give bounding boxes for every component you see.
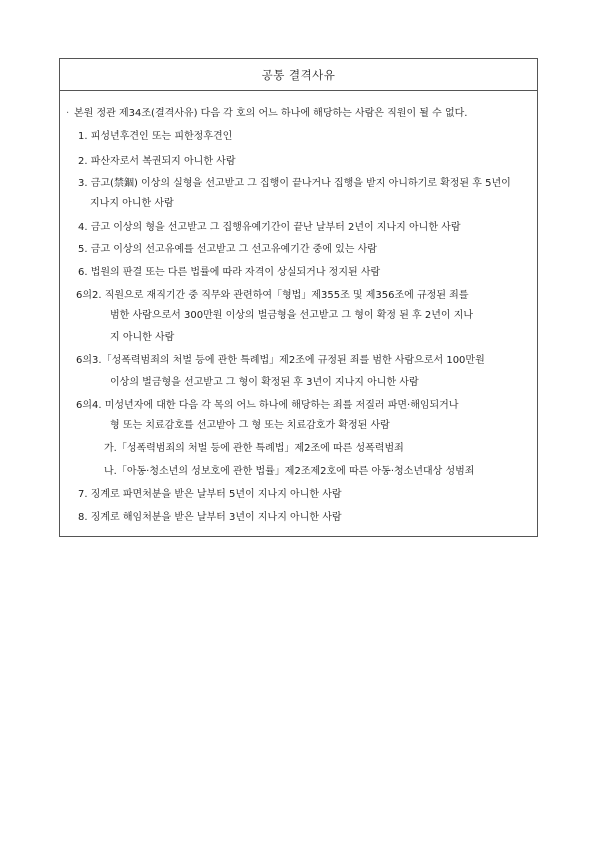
list-item-continuation: 범한 사람으로서 300만원 이상의 벌금형을 선고받고 그 형이 확정 된 후 2년이 지나 (110, 310, 474, 321)
list-item-continuation: 이상의 벌금형을 선고받고 그 형이 확정된 후 3년이 지나지 아니한 사람 (110, 377, 419, 388)
list-item-continuation: 형 또는 치료감호를 선고받아 그 형 또는 치료감호가 확정된 사람 (110, 420, 390, 431)
list-item: 6. 법원의 판결 또는 다른 법률에 따라 자격이 상실되거나 정지된 사람 (78, 267, 381, 278)
list-item: 7. 징계로 파면처분을 받은 날부터 5년이 지나지 아니한 사람 (78, 489, 342, 500)
intro-line (66, 107, 467, 121)
list-item: 8. 징계로 해임처분을 받은 날부터 3년이 지나지 아니한 사람 (78, 512, 342, 523)
list-item: 6의2. 직원으로 재직기간 중 직무와 관련하여「형법」제355조 및 제356조에 규정된 죄를 (76, 290, 469, 301)
sub-item: 가.「성폭력범죄의 처벌 등에 관한 특례법」제2조에 따른 성폭력범죄 (104, 443, 404, 454)
list-item: 2. 파산자로서 복권되지 아니한 사람 (78, 156, 236, 167)
list-item: 5. 금고 이상의 선고유예를 선고받고 그 선고유예기간 중에 있는 사람 (78, 244, 377, 255)
sub-item: 나.「아동·청소년의 성보호에 관한 법률」제2조제2호에 따른 아동·청소년대상 성범죄 (104, 466, 475, 477)
disqualification-box (59, 58, 538, 537)
list-item: 4. 금고 이상의 형을 선고받고 그 집행유예기간이 끝난 날부터 2년이 지나지 아니한 사람 (78, 222, 461, 233)
list-item: 6의4. 미성년자에 대한 다음 각 목의 어느 하나에 해당하는 죄를 저질러 파면·해임되거나 (76, 400, 459, 411)
section-title: 공통 결격사유 (60, 59, 537, 91)
list-item: 1. 피성년후견인 또는 피한정후견인 (78, 131, 233, 142)
list-item: 3. 금고(禁錮) 이상의 실형을 선고받고 그 집행이 끝나거나 집행을 받지 아니하기로 확정된 후 5년이 (78, 178, 511, 189)
list-item-continuation: 지나지 아니한 사람 (90, 198, 174, 209)
list-item-continuation: 지 아니한 사람 (110, 332, 175, 343)
content-area (60, 91, 537, 536)
bullet-dot: · (66, 108, 70, 119)
intro-text: 본원 정관 제34조(결격사유) 다음 각 호의 어느 하나에 해당하는 사람은 직원이 될 수 없다. (74, 108, 468, 119)
list-item: 6의3.「성폭력범죄의 처벌 등에 관한 특례법」제2조에 규정된 죄를 범한 사람으로서 100만원 (76, 355, 485, 366)
